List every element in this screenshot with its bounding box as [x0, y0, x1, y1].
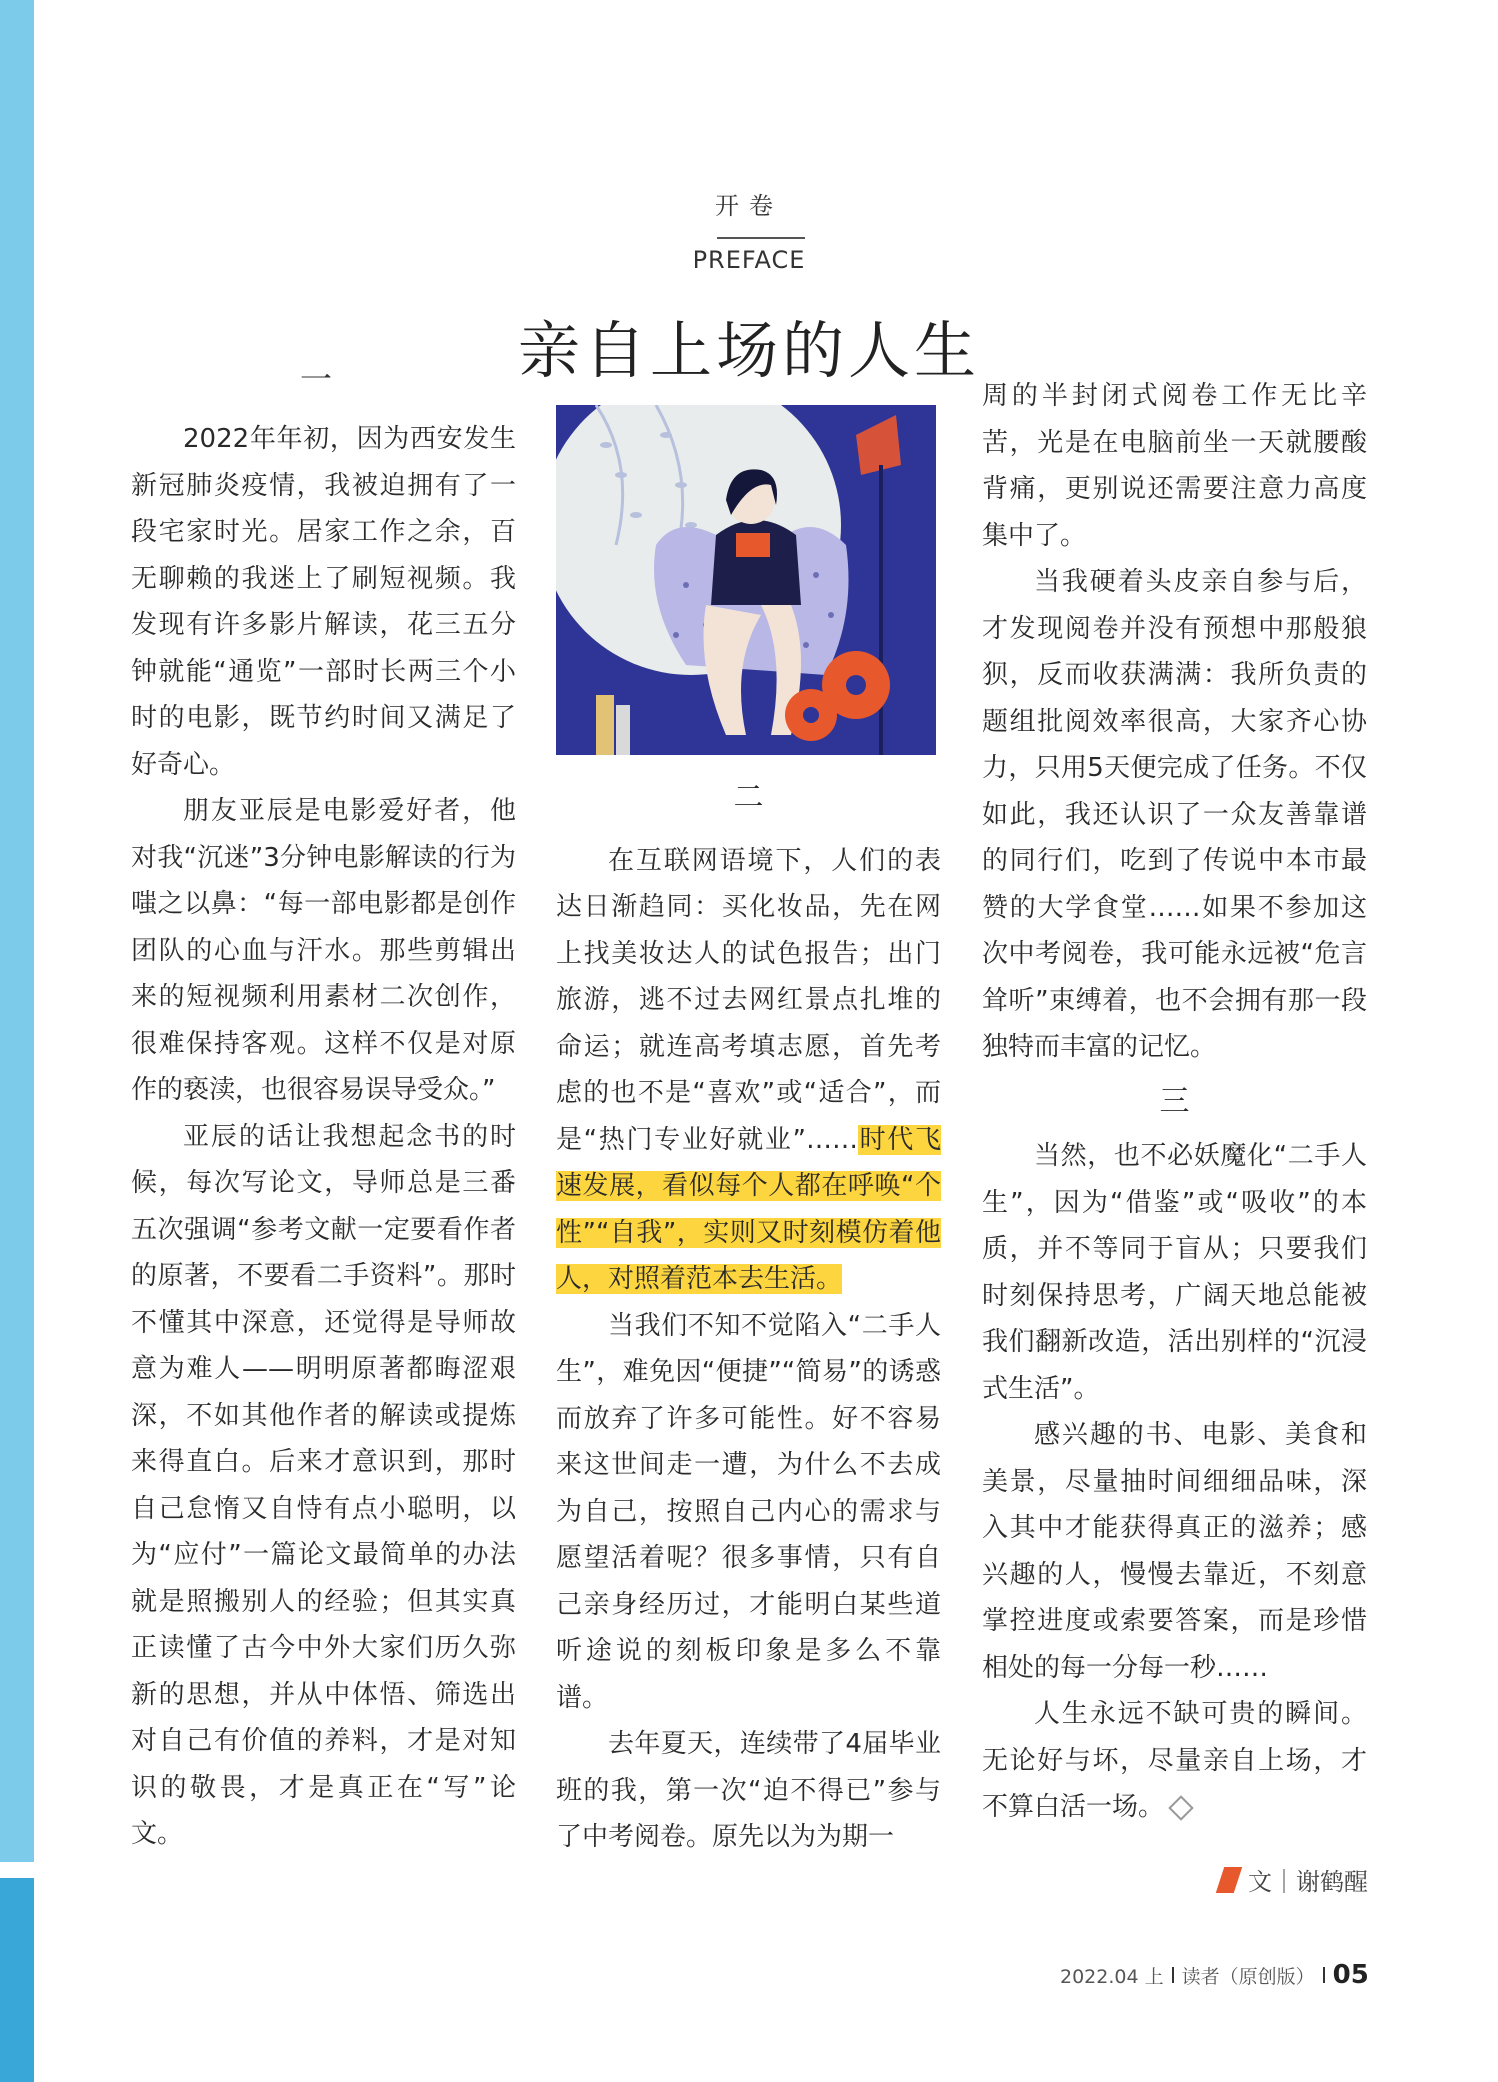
paragraph-with-highlight: [556, 838, 941, 1303]
paragraph-text: 人生永远不缺可贵的瞬间。无论好与坏，尽量亲自上场，才不算白活一场。: [982, 1699, 1367, 1822]
side-stripe-light: [0, 0, 34, 1862]
page-number: 05: [1332, 1960, 1369, 1990]
paragraph: 2022年年初，因为西安发生新冠肺炎疫情，我被迫拥有了一段宅家时光。居家工作之余，百无聊赖的我迷上了刷短视频。我发现有许多影片解读，花三五分钟就能“通览”一部时长两三个小时的电影，既节约时间又满足了好奇心。: [131, 424, 516, 780]
book: [736, 533, 770, 557]
section-label: 开卷: [715, 192, 783, 220]
paragraph: 亚辰的话让我想起念书的时候，每次写论文，导师总是三番五次强调“参考文献一定要看作者的原著，不要看二手资料”。那时不懂其中深意，还觉得是导师故意为难人——明明原著都晦涩艰深，不如其他作者的解读或提炼来得直白。后来才意识到，那时自己怠惰又自恃有点小聪明，以为“应付”一篇论文最简单的办法就是照搬别人的经验；但其实真正读懂了古今中外大家们历久弥新的思想，并从中体悟、筛选出对自己有价值的养料，才是对知识的敬畏，才是真正在“写”论文。: [131, 1121, 516, 1849]
side-stripe-dark: [0, 1878, 34, 2082]
text-column-2: [556, 780, 941, 1861]
paragraph: 当我硬着头皮亲自参与后，才发现阅卷并没有预想中那般狼狈，反而收获满满：我所负责的题组批阅效率很高，大家齐心协力，只用5天便完成了任务。不仅如此，我还认识了一众友善靠谱的同行们，吃到了传说中本市最赞的大学食堂……如果不参加这次中考阅卷，我可能永远被“危言耸听”束缚着，也不会拥有那一段独特而丰富的记忆。: [982, 567, 1367, 1062]
page-footer: [1060, 1960, 1369, 1990]
article-title: 亲自上场的人生: [517, 314, 980, 387]
paragraph: [982, 1691, 1367, 1831]
author: 文｜谢鹤醒: [1248, 1868, 1368, 1896]
part-heading-two: 二: [733, 780, 764, 815]
byline-mark-icon: [1216, 1867, 1242, 1893]
text-column-3: [982, 373, 1367, 1831]
part-heading-one: 一: [300, 360, 333, 398]
section-label-en: PREFACE: [692, 246, 806, 274]
paragraph: 周的半封闭式阅卷工作无比辛苦，光是在电脑前坐一天就腰酸背痛，更别说还需要注意力高度集中了。: [982, 381, 1367, 551]
section-divider: [717, 237, 805, 239]
byline: [1220, 1862, 1368, 1897]
figure-body: [711, 520, 801, 605]
part-heading-three: 三: [1159, 1083, 1190, 1119]
paragraph: 感兴趣的书、电影、美食和美景，尽量抽时间细细品味，深入其中才能获得真正的滋养；感兴趣的人，慢慢去靠近，不刻意掌控进度或索要答案，而是珍惜相处的每一分每一秒……: [982, 1420, 1367, 1683]
reading-woman-illustration: [556, 405, 936, 755]
paragraph: 朋友亚辰是电影爱好者，他对我“沉迷”3分钟电影解读的行为嗤之以鼻：“每一部电影都是创作团队的心血与汗水。那些剪辑出来的短视频利用素材二次创作，很难保持客观。这样不仅是对原作的亵渎，也很容易误导受众。”: [131, 796, 516, 1105]
magazine-label: 读者（原创版）: [1181, 1965, 1315, 1988]
highlighted-text: 时代飞速发展，看似每个人都在呼唤“个性”“自我”，实则又时刻模仿着他人，对照着范本去生活。: [556, 1124, 941, 1294]
paragraph: 当然，也不必妖魔化“二手人生”，因为“借鉴”或“吸收”的本质，并不等同于盲从；只要我们时刻保持思考，广阔天地总能被我们翻新改造，活出别样的“沉浸式生活”。: [982, 1141, 1367, 1404]
end-mark-icon: [1168, 1795, 1193, 1820]
footer-separator: [1323, 1967, 1325, 1983]
paragraph: 当我们不知不觉陷入“二手人生”，难免因“便捷”“简易”的诱惑而放弃了许多可能性。好不容易来这世间走一遭，为什么不去成为自己，按照自己内心的需求与愿望活着呢？很多事情，只有自己亲身经历过，才能明白某些道听途说的刻板印象是多么不靠谱。: [556, 1310, 941, 1713]
issue-label: 2022.04 上: [1060, 1965, 1164, 1988]
text-column-1: [131, 416, 516, 1858]
paragraph: 去年夏天，连续带了4届毕业班的我，第一次“迫不得已”参与了中考阅卷。原先以为为期一: [556, 1729, 941, 1852]
paragraph-text: 在互联网语境下，人们的表达日渐趋同：买化妆品，先在网上找美妆达人的试色报告；出门旅游，逃不过去网红景点扎堆的命运；就连高考填志愿，首先考虑的也不是“喜欢”或“适合”，而是“热门专业好就业”……: [556, 845, 941, 1155]
footer-separator: [1172, 1967, 1174, 1983]
